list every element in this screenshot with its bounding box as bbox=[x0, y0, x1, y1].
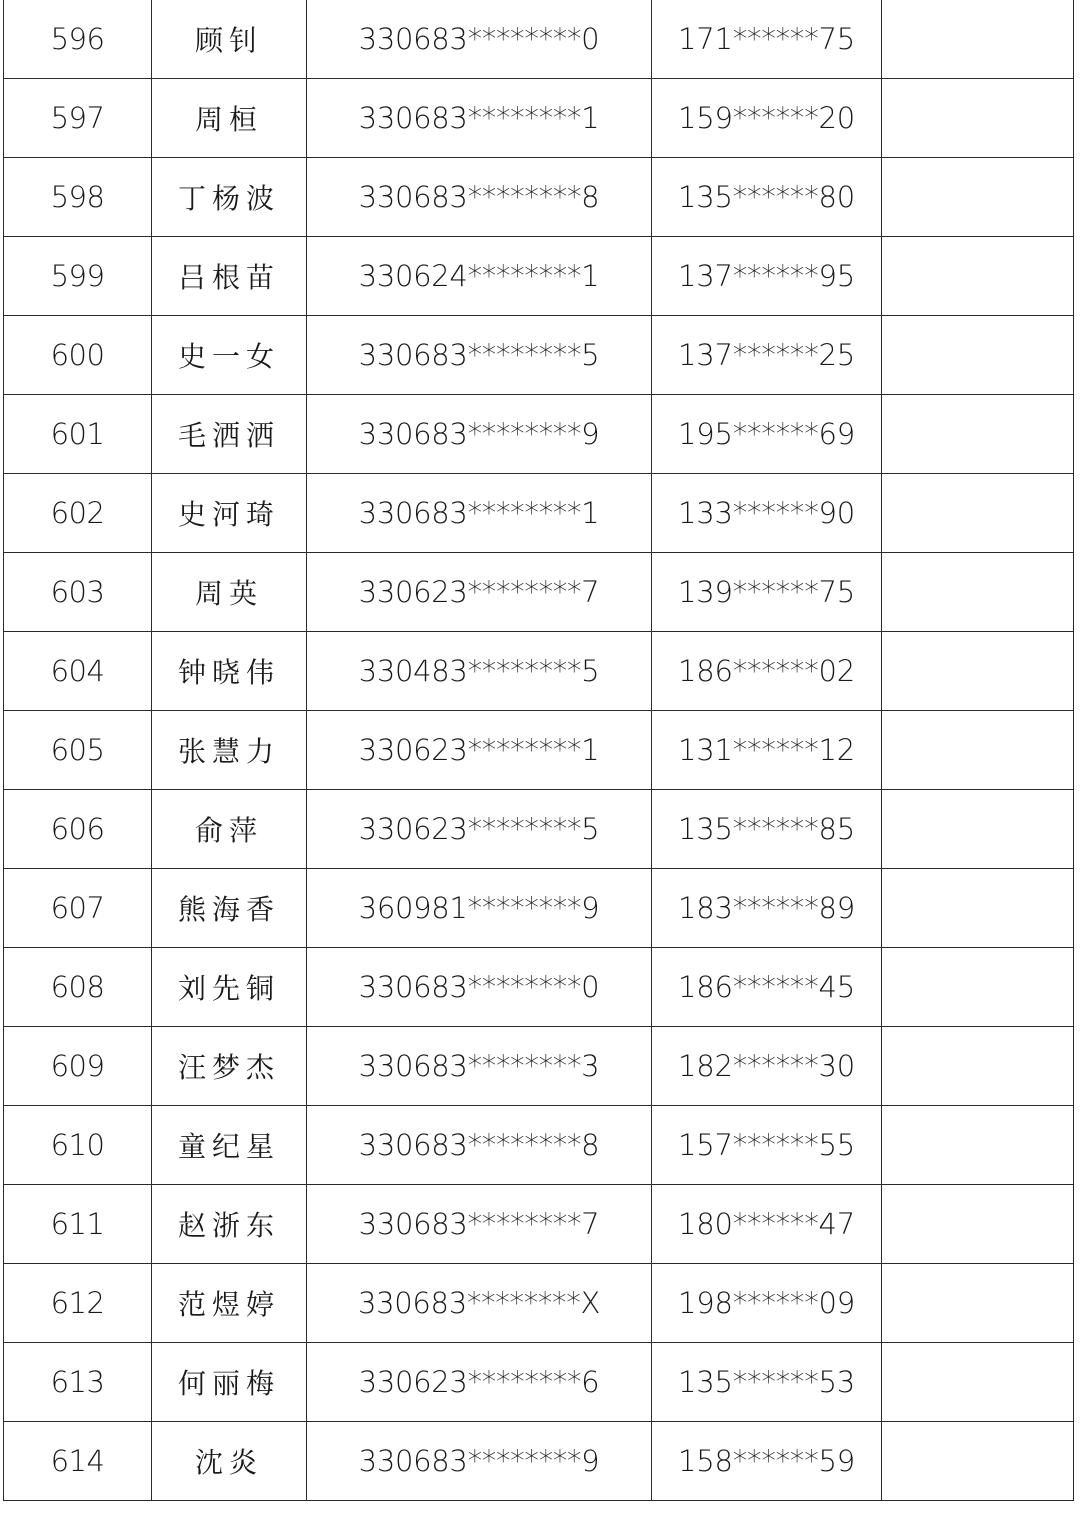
table-row bbox=[4, 711, 1074, 790]
person-name: 史一女 bbox=[152, 316, 307, 395]
note-cell bbox=[882, 553, 1074, 632]
id-number: 330683********1 bbox=[307, 474, 652, 553]
person-name: 史河琦 bbox=[152, 474, 307, 553]
table-row bbox=[4, 1343, 1074, 1422]
note-cell bbox=[882, 948, 1074, 1027]
note-cell bbox=[882, 474, 1074, 553]
note-cell bbox=[882, 1422, 1074, 1501]
person-name: 丁杨波 bbox=[152, 158, 307, 237]
phone-number: 183******89 bbox=[652, 869, 882, 948]
row-number: 609 bbox=[4, 1027, 152, 1106]
note-cell bbox=[882, 79, 1074, 158]
phone-number: 158******59 bbox=[652, 1422, 882, 1501]
table-row bbox=[4, 553, 1074, 632]
row-number: 596 bbox=[4, 0, 152, 79]
row-number: 597 bbox=[4, 79, 152, 158]
note-cell bbox=[882, 158, 1074, 237]
id-number: 360981********9 bbox=[307, 869, 652, 948]
table-row bbox=[4, 1422, 1074, 1501]
note-cell bbox=[882, 0, 1074, 79]
person-name: 俞萍 bbox=[152, 790, 307, 869]
phone-number: 137******95 bbox=[652, 237, 882, 316]
phone-number: 186******02 bbox=[652, 632, 882, 711]
person-name: 赵浙东 bbox=[152, 1185, 307, 1264]
row-number: 601 bbox=[4, 395, 152, 474]
row-number: 602 bbox=[4, 474, 152, 553]
row-number: 608 bbox=[4, 948, 152, 1027]
phone-number: 157******55 bbox=[652, 1106, 882, 1185]
phone-number: 135******53 bbox=[652, 1343, 882, 1422]
note-cell bbox=[882, 1343, 1074, 1422]
phone-number: 137******25 bbox=[652, 316, 882, 395]
note-cell bbox=[882, 1185, 1074, 1264]
table-row bbox=[4, 632, 1074, 711]
table-row bbox=[4, 474, 1074, 553]
roster-table-body bbox=[4, 0, 1074, 1501]
person-name: 熊海香 bbox=[152, 869, 307, 948]
phone-number: 135******80 bbox=[652, 158, 882, 237]
phone-number: 186******45 bbox=[652, 948, 882, 1027]
id-number: 330623********1 bbox=[307, 711, 652, 790]
row-number: 613 bbox=[4, 1343, 152, 1422]
id-number: 330683********1 bbox=[307, 79, 652, 158]
row-number: 611 bbox=[4, 1185, 152, 1264]
row-number: 604 bbox=[4, 632, 152, 711]
row-number: 599 bbox=[4, 237, 152, 316]
id-number: 330623********5 bbox=[307, 790, 652, 869]
id-number: 330624********1 bbox=[307, 237, 652, 316]
row-number: 612 bbox=[4, 1264, 152, 1343]
person-name: 周英 bbox=[152, 553, 307, 632]
person-name: 范煜婷 bbox=[152, 1264, 307, 1343]
id-number: 330683********0 bbox=[307, 0, 652, 79]
person-name: 张慧力 bbox=[152, 711, 307, 790]
table-row bbox=[4, 790, 1074, 869]
row-number: 614 bbox=[4, 1422, 152, 1501]
note-cell bbox=[882, 395, 1074, 474]
person-name: 何丽梅 bbox=[152, 1343, 307, 1422]
phone-number: 139******75 bbox=[652, 553, 882, 632]
note-cell bbox=[882, 316, 1074, 395]
phone-number: 171******75 bbox=[652, 0, 882, 79]
person-name: 顾钊 bbox=[152, 0, 307, 79]
id-number: 330683********8 bbox=[307, 1106, 652, 1185]
id-number: 330683********5 bbox=[307, 316, 652, 395]
table-row bbox=[4, 948, 1074, 1027]
roster-sheet bbox=[3, 0, 1073, 1501]
id-number: 330683********3 bbox=[307, 1027, 652, 1106]
phone-number: 198******09 bbox=[652, 1264, 882, 1343]
person-name: 吕根苗 bbox=[152, 237, 307, 316]
phone-number: 135******85 bbox=[652, 790, 882, 869]
phone-number: 133******90 bbox=[652, 474, 882, 553]
roster-table bbox=[3, 0, 1074, 1501]
person-name: 沈炎 bbox=[152, 1422, 307, 1501]
table-row bbox=[4, 1106, 1074, 1185]
person-name: 汪梦杰 bbox=[152, 1027, 307, 1106]
id-number: 330623********6 bbox=[307, 1343, 652, 1422]
row-number: 605 bbox=[4, 711, 152, 790]
person-name: 钟晓伟 bbox=[152, 632, 307, 711]
id-number: 330683********9 bbox=[307, 1422, 652, 1501]
table-row bbox=[4, 1027, 1074, 1106]
row-number: 600 bbox=[4, 316, 152, 395]
note-cell bbox=[882, 1027, 1074, 1106]
row-number: 610 bbox=[4, 1106, 152, 1185]
note-cell bbox=[882, 869, 1074, 948]
table-row bbox=[4, 316, 1074, 395]
person-name: 毛洒洒 bbox=[152, 395, 307, 474]
note-cell bbox=[882, 632, 1074, 711]
phone-number: 131******12 bbox=[652, 711, 882, 790]
table-row bbox=[4, 79, 1074, 158]
row-number: 598 bbox=[4, 158, 152, 237]
phone-number: 182******30 bbox=[652, 1027, 882, 1106]
table-row bbox=[4, 395, 1074, 474]
id-number: 330683********7 bbox=[307, 1185, 652, 1264]
table-row bbox=[4, 869, 1074, 948]
row-number: 606 bbox=[4, 790, 152, 869]
id-number: 330683********0 bbox=[307, 948, 652, 1027]
table-row bbox=[4, 237, 1074, 316]
note-cell bbox=[882, 237, 1074, 316]
table-row bbox=[4, 1185, 1074, 1264]
id-number: 330683********8 bbox=[307, 158, 652, 237]
note-cell bbox=[882, 790, 1074, 869]
row-number: 607 bbox=[4, 869, 152, 948]
note-cell bbox=[882, 1106, 1074, 1185]
phone-number: 180******47 bbox=[652, 1185, 882, 1264]
id-number: 330683********9 bbox=[307, 395, 652, 474]
id-number: 330683********X bbox=[307, 1264, 652, 1343]
note-cell bbox=[882, 711, 1074, 790]
person-name: 周桓 bbox=[152, 79, 307, 158]
table-row bbox=[4, 158, 1074, 237]
table-row bbox=[4, 1264, 1074, 1343]
phone-number: 159******20 bbox=[652, 79, 882, 158]
person-name: 童纪星 bbox=[152, 1106, 307, 1185]
phone-number: 195******69 bbox=[652, 395, 882, 474]
id-number: 330623********7 bbox=[307, 553, 652, 632]
id-number: 330483********5 bbox=[307, 632, 652, 711]
person-name: 刘先铜 bbox=[152, 948, 307, 1027]
row-number: 603 bbox=[4, 553, 152, 632]
table-row bbox=[4, 0, 1074, 79]
note-cell bbox=[882, 1264, 1074, 1343]
